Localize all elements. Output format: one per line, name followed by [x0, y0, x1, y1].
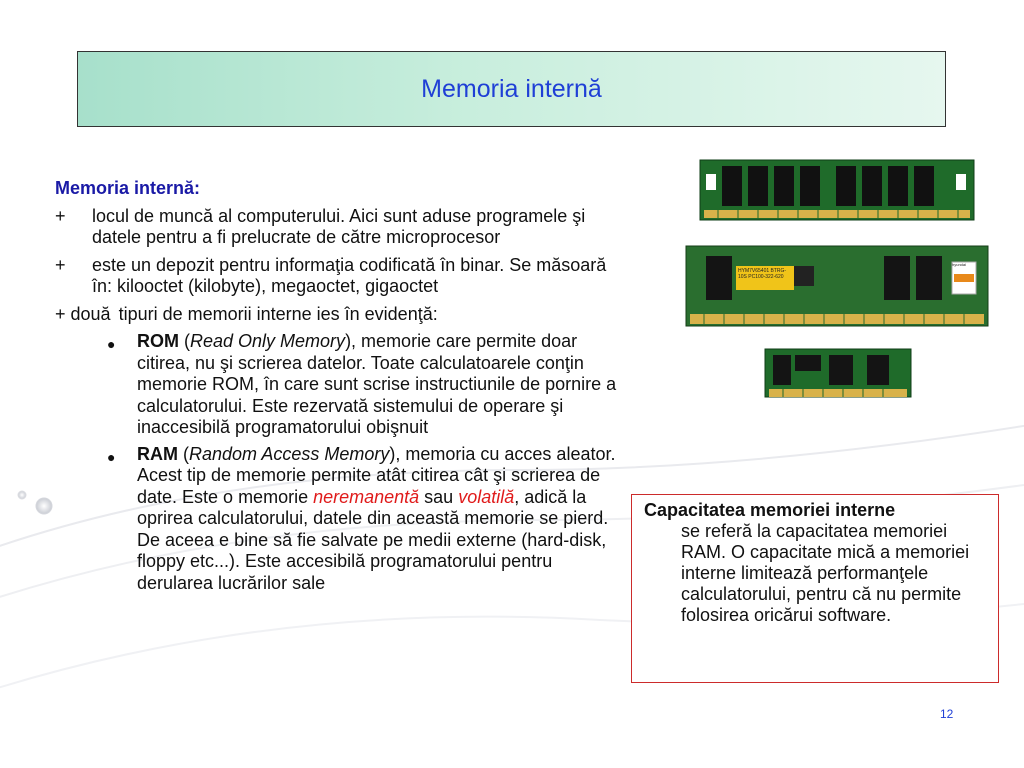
ram-chip-label: HYM7V65401 BTRG-10S PC100-322-620 — [738, 268, 787, 280]
page-title: Memoria internă — [421, 74, 602, 103]
rom-description: ), memorie care permite doar citirea, nu şi scrierea datelor. Toate calculatoarele conţin memorie ROM, în care sunt scrise instructiunile de pornire a calculatorului. Este rezervată sistemului de operare şi inaccesibilă programatorului obişnuit — [137, 331, 617, 437]
ram-sau: sau — [419, 486, 459, 507]
list-item-rom — [55, 331, 625, 439]
memory-types-list — [55, 331, 625, 594]
rom-full-name: Read Only Memory — [190, 331, 346, 351]
ram-term: RAM — [137, 443, 178, 464]
page-number: 12 — [940, 707, 954, 721]
ram-description-1: ), memoria cu acces aleator. Acest tip de memorie permite atât citirea cât şi scrierea de date. Este o memorie — [137, 443, 616, 507]
paragraph-text: locul de muncă al computerului. Aici sunt aduse programele şi datele pentru a fi prelucrate de către microprocesor — [92, 205, 586, 247]
content-heading: Memoria internă: — [55, 178, 201, 198]
ram-paren-open: ( — [178, 443, 189, 464]
info-box-text: se referă la capacitatea memoriei RAM. O capacitate mică a memoriei interne limitează performanţele calculatorului, pentru că nu permite folosirea oricărui software. — [681, 521, 970, 625]
ram-brand-label: hyundai — [952, 262, 967, 267]
bullet-icon: ● — [107, 336, 116, 352]
ram-module-image-3 — [763, 347, 913, 405]
bullet-icon: ● — [107, 448, 116, 465]
ram-module-image-1 — [698, 156, 976, 226]
ram-module-image-2 — [684, 244, 990, 336]
term-neremanenta: neremanentă — [313, 486, 420, 507]
ram-full-name: Random Access Memory — [189, 443, 390, 464]
plus-marker: + — [55, 254, 66, 275]
rom-term: ROM — [137, 331, 179, 351]
title-box — [77, 51, 946, 127]
capacity-info-box — [631, 494, 999, 683]
paragraph-storage — [55, 255, 625, 298]
info-box-lead: Capacitatea memoriei interne — [644, 500, 896, 520]
paragraph-text: este un depozit pentru informaţia codificată în binar. Se măsoară în: kilooctet (kilobyte), megaoctet, gigaoctet — [92, 254, 607, 296]
rom-paren-open: ( — [179, 331, 190, 351]
main-content — [55, 178, 625, 599]
plus-marker: + două — [55, 303, 111, 324]
plus-marker: + — [55, 205, 66, 226]
ram-description-2: , adică la oprirea calculatorului, datele din această memorie se pierd. De aceea e bine să fie salvate pe medii externe (hard-disk, floppy etc...). Este accesibilă programatorului pentru derularea lucrărilor sale — [137, 486, 609, 593]
term-volatila: volatilă — [458, 486, 515, 507]
list-item-ram — [55, 444, 625, 595]
paragraph-types — [55, 304, 625, 326]
paragraph-text: tipuri de memorii interne ies în evidenţă: — [118, 303, 438, 324]
paragraph-workplace — [55, 206, 625, 249]
